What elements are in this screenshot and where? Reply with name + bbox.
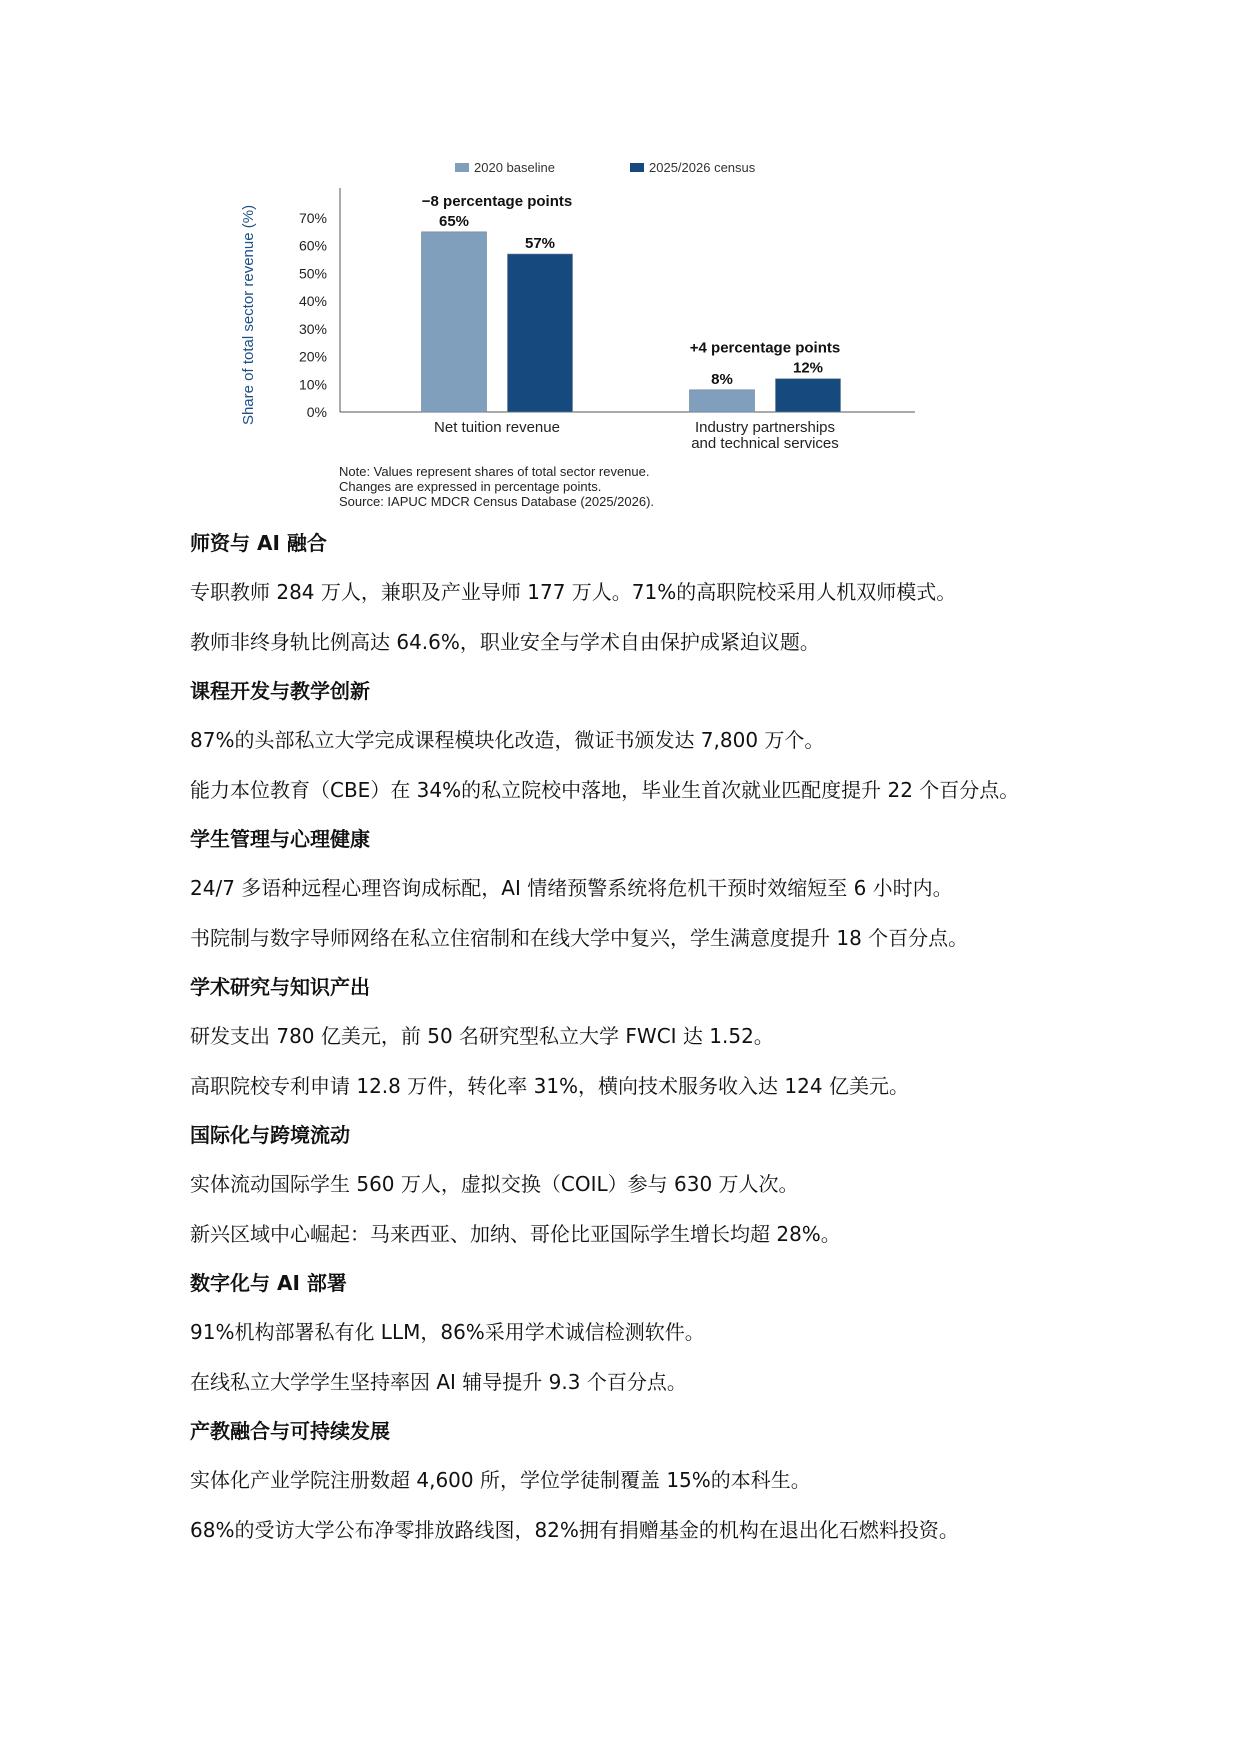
- legend-label: 2020 baseline: [474, 160, 555, 175]
- paragraph: 在线私立大学学生坚持率因 AI 辅导提升 9.3 个百分点。: [190, 1370, 687, 1394]
- legend-label: 2025/2026 census: [649, 160, 756, 175]
- paragraph: 新兴区域中心崛起：马来西亚、加纳、哥伦比亚国际学生增长均超 28%。: [190, 1222, 841, 1246]
- y-tick-label: 0%: [306, 404, 327, 420]
- paragraph: 24/7 多语种远程心理咨询成标配，AI 情绪预警系统将危机干预时效缩短至 6 小时内。: [190, 876, 953, 900]
- section-industry-sustainability: [190, 1416, 1090, 1547]
- bar: [776, 379, 841, 412]
- paragraph: 87%的头部私立大学完成课程模块化改造，微证书颁发达 7,800 万个。: [190, 728, 825, 752]
- y-tick-label: 70%: [298, 210, 327, 226]
- section-heading: 师资与 AI 融合: [190, 531, 327, 555]
- y-tick-label: 10%: [298, 376, 327, 393]
- paragraph: 实体化产业学院注册数超 4,600 所，学位学徒制覆盖 15%的本科生。: [190, 1468, 811, 1492]
- paragraph: 实体流动国际学生 560 万人，虚拟交换（COIL）参与 630 万人次。: [190, 1172, 799, 1196]
- legend-swatch: [455, 163, 469, 172]
- paragraph: 高职院校专利申请 12.8 万件，转化率 31%，横向技术服务收入达 124 亿美元。: [190, 1074, 909, 1098]
- y-tick-label: 40%: [298, 293, 327, 310]
- y-tick-label: 30%: [298, 320, 327, 337]
- x-category-label: Net tuition revenue: [434, 419, 560, 436]
- bar: [422, 232, 487, 412]
- section-internationalization: [190, 1120, 1090, 1251]
- bar-value-label: 12%: [792, 359, 824, 377]
- y-tick-label: 60%: [298, 237, 327, 254]
- section-student-wellbeing: [190, 824, 1090, 955]
- bar-value-label: 65%: [438, 212, 470, 230]
- section-digital-ai: [190, 1268, 1090, 1399]
- section-heading: 学术研究与知识产出: [190, 975, 370, 999]
- section-heading: 国际化与跨境流动: [190, 1123, 350, 1147]
- paragraph: 书院制与数字导师网络在私立住宿制和在线大学中复兴，学生满意度提升 18 个百分点。: [190, 926, 969, 950]
- bar-value-label: 57%: [524, 235, 556, 253]
- section-heading: 学生管理与心理健康: [190, 827, 370, 851]
- section-research: [190, 972, 1090, 1103]
- paragraph: 专职教师 284 万人，兼职及产业导师 177 万人。71%的高职院校采用人机双师模式。: [190, 580, 957, 604]
- y-tick-label: 50%: [298, 265, 327, 282]
- revenue-share-chart: [215, 150, 935, 520]
- chart-note: Changes are expressed in percentage points.: [339, 479, 602, 494]
- section-faculty-ai: [190, 528, 1090, 659]
- section-heading: 产教融合与可持续发展: [190, 1419, 390, 1443]
- chart-note: Note: Values represent shares of total sector revenue.: [339, 464, 650, 479]
- y-tick-label: 20%: [298, 348, 327, 365]
- bar: [508, 254, 573, 412]
- chart-note: Source: IAPUC MDCR Census Database (2025/2026).: [339, 494, 655, 509]
- x-category-label: and technical services: [691, 435, 839, 452]
- change-annotation: −8 percentage points: [421, 192, 573, 210]
- y-axis-title: Share of total sector revenue (%): [240, 204, 257, 426]
- x-category-label: Industry partnerships: [694, 419, 836, 436]
- paragraph: 91%机构部署私有化 LLM，86%采用学术诚信检测软件。: [190, 1320, 705, 1344]
- section-heading: 数字化与 AI 部署: [190, 1271, 347, 1295]
- document-body: [190, 528, 1090, 1564]
- paragraph: 68%的受访大学公布净零排放路线图，82%拥有捐赠基金的机构在退出化石燃料投资。: [190, 1518, 959, 1542]
- section-curriculum: [190, 676, 1090, 807]
- section-heading: 课程开发与教学创新: [190, 679, 370, 703]
- bar-value-label: 8%: [711, 370, 733, 388]
- change-annotation: +4 percentage points: [689, 339, 841, 357]
- bar: [690, 390, 755, 412]
- paragraph: 教师非终身轨比例高达 64.6%，职业安全与学术自由保护成紧迫议题。: [190, 630, 820, 654]
- paragraph: 研发支出 780 亿美元，前 50 名研究型私立大学 FWCI 达 1.52。: [190, 1024, 774, 1048]
- legend-swatch: [630, 163, 644, 172]
- paragraph: 能力本位教育（CBE）在 34%的私立院校中落地，毕业生首次就业匹配度提升 22 个百分点。: [190, 778, 1020, 802]
